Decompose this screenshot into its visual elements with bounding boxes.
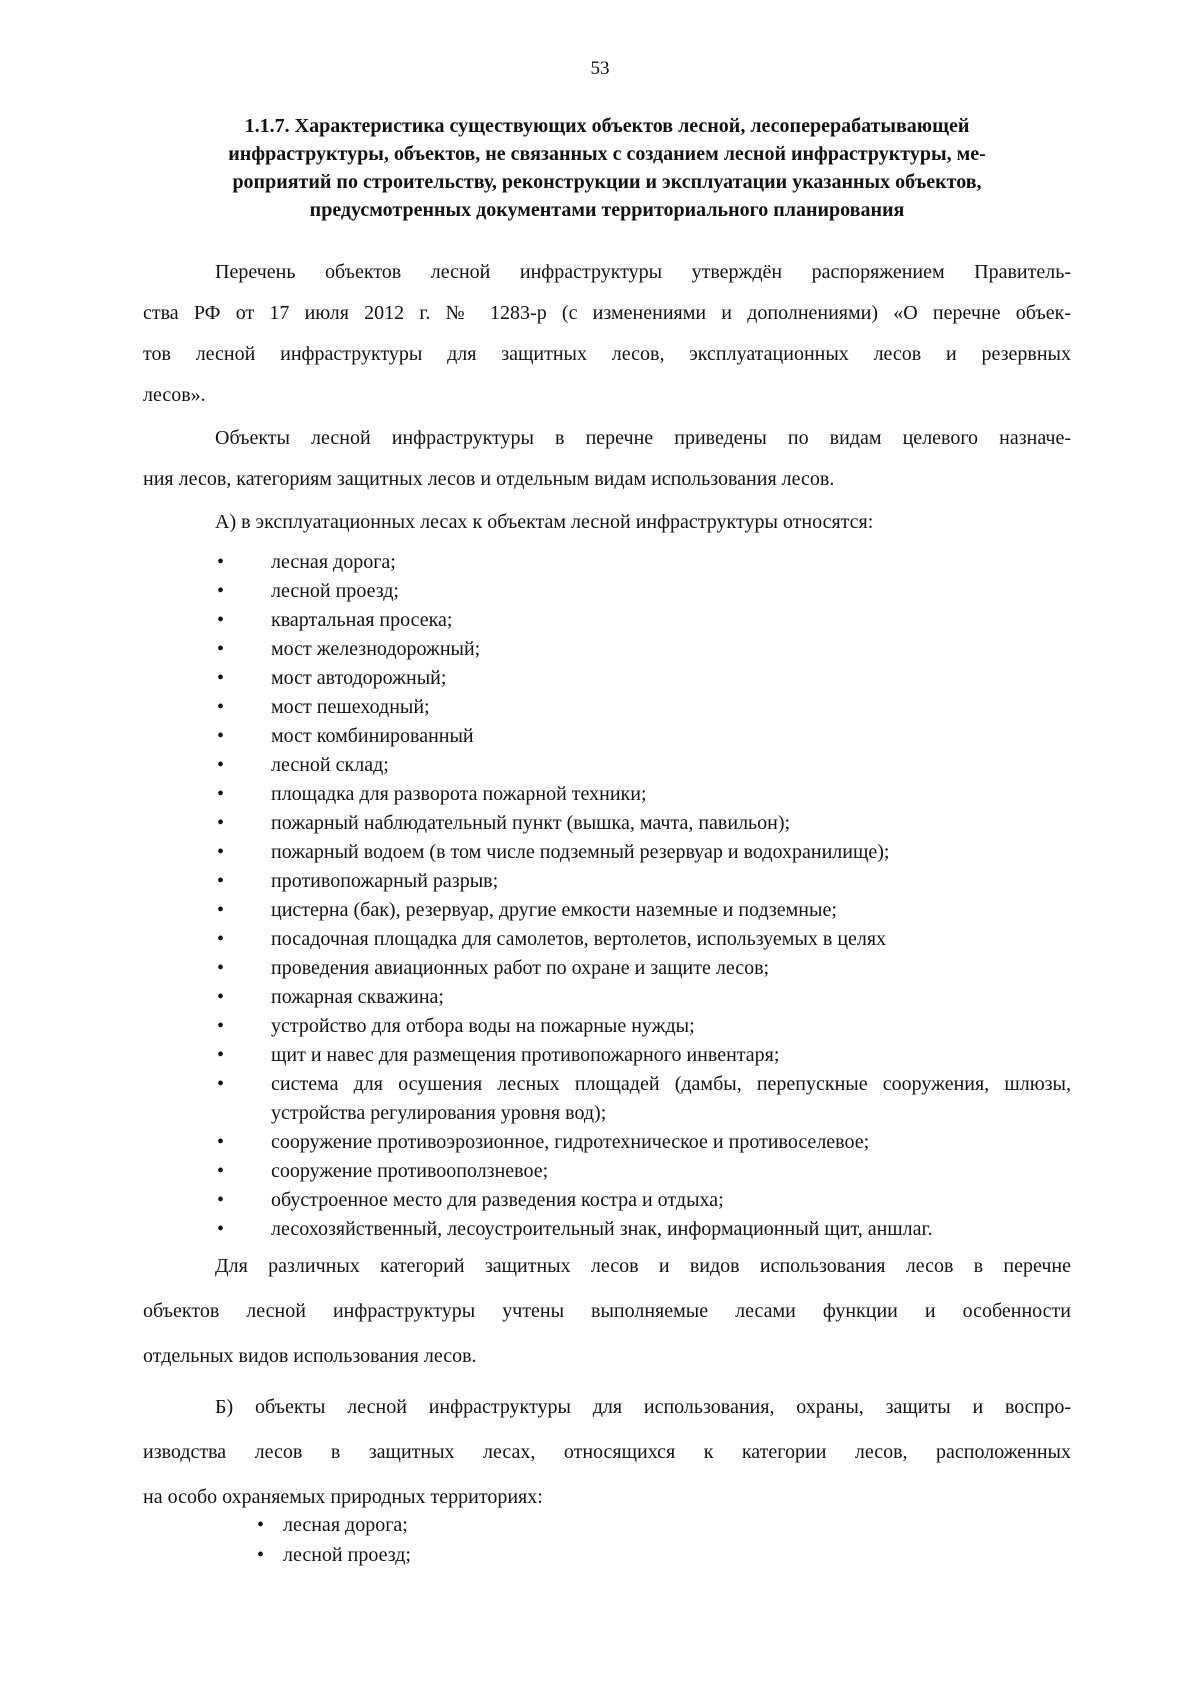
- section-heading: [143, 112, 1071, 224]
- list-item: [143, 1012, 1071, 1041]
- paragraph-list-approval: [143, 252, 1071, 416]
- list-item: [143, 664, 1071, 693]
- list-item: [143, 896, 1071, 925]
- list-item-text: мост пешеходный;: [271, 696, 430, 718]
- list-item-text: цистерна (бак), резервуар, другие емкости наземные и подземные;: [271, 899, 837, 921]
- list-item-text: площадка для разворота пожарной техники;: [271, 783, 647, 805]
- paragraph-line: изводства лесов в защитных лесах, относящихся к категории лесов, расположенных: [143, 1441, 1071, 1463]
- paragraph-section-b: [143, 1385, 1071, 1520]
- heading-line: роприятий по строительству, реконструкции и эксплуатации указанных объектов,: [232, 171, 982, 193]
- list-item: [143, 780, 1071, 809]
- list-item-text: квартальная просека;: [271, 609, 453, 631]
- bullet-icon: •: [217, 1073, 225, 1095]
- list-item: [143, 635, 1071, 664]
- list-item-text: мост автодорожный;: [271, 667, 447, 689]
- list-item-text: щит и навес для размещения противопожарного инвентаря;: [271, 1044, 780, 1066]
- list-item: [143, 838, 1071, 867]
- list-item: [143, 722, 1071, 751]
- list-item: [143, 809, 1071, 838]
- list-item: [143, 867, 1071, 896]
- bullet-icon: •: [217, 667, 225, 689]
- list-item-text: пожарный наблюдательный пункт (вышка, мачта, павильон);: [271, 812, 791, 834]
- list-item-text: лесной проезд;: [283, 1544, 411, 1566]
- paragraph-line: Перечень объектов лесной инфраструктуры утверждён распоряжением Правитель-: [215, 261, 1071, 283]
- list-item: [143, 693, 1071, 722]
- page-number: 53: [590, 58, 610, 79]
- paragraph-line: А) в эксплуатационных лесах к объектам лесной инфраструктуры относятся:: [215, 511, 874, 533]
- list-item-text: лесная дорога;: [283, 1514, 408, 1536]
- paragraph-line: отдельных видов использования лесов.: [143, 1345, 477, 1367]
- paragraph-line: на особо охраняемых природных территориях:: [143, 1486, 543, 1508]
- list-protected-territories: [143, 1510, 1071, 1570]
- bullet-icon: •: [217, 1015, 225, 1037]
- list-item: [143, 577, 1071, 606]
- heading-line: инфраструктуры, объектов, не связанных с созданием лесной инфраструктуры, ме-: [228, 143, 986, 165]
- bullet-icon: •: [217, 725, 225, 747]
- list-item: [143, 751, 1071, 780]
- bullet-icon: •: [217, 1189, 225, 1211]
- paragraph-section-a: [143, 502, 1071, 543]
- list-item-text: лесной проезд;: [271, 580, 399, 602]
- paragraph-line: Б) объекты лесной инфраструктуры для использования, охраны, защиты и воспро-: [215, 1396, 1071, 1418]
- list-item: [143, 925, 1071, 954]
- bullet-icon: •: [217, 580, 225, 602]
- bullet-icon: •: [257, 1514, 265, 1536]
- list-exploitation-forests: [143, 548, 1071, 1244]
- paragraph-line: Объекты лесной инфраструктуры в перечне приведены по видам целевого назначе-: [215, 427, 1071, 449]
- list-item: [143, 1157, 1071, 1186]
- list-item-text: мост железнодорожный;: [271, 638, 481, 660]
- paragraph-line: Для различных категорий защитных лесов и видов использования лесов в перечне: [215, 1255, 1071, 1277]
- bullet-icon: •: [217, 1131, 225, 1153]
- bullet-icon: •: [217, 1218, 225, 1240]
- bullet-icon: •: [217, 870, 225, 892]
- list-item: [143, 1510, 1071, 1540]
- paragraph-line: ния лесов, категориям защитных лесов и отдельным видам использования лесов.: [143, 468, 835, 490]
- list-item: [143, 1540, 1071, 1570]
- list-item-text: сооружение противоэрозионное, гидротехническое и противоселевое;: [271, 1131, 870, 1153]
- list-item: [143, 548, 1071, 577]
- paragraph-list-structure: [143, 418, 1071, 500]
- list-item: [143, 1070, 1071, 1128]
- bullet-icon: •: [217, 638, 225, 660]
- list-item: [143, 1215, 1071, 1244]
- list-item: [143, 606, 1071, 635]
- bullet-icon: •: [217, 986, 225, 1008]
- list-item-text: пожарная скважина;: [271, 986, 444, 1008]
- list-item-text: лесная дорога;: [271, 551, 396, 573]
- bullet-icon: •: [217, 1160, 225, 1182]
- list-item: [143, 1186, 1071, 1215]
- bullet-icon: •: [217, 957, 225, 979]
- paragraph-line: тов лесной инфраструктуры для защитных лесов, эксплуатационных лесов и резервных: [143, 343, 1071, 365]
- list-item: [143, 983, 1071, 1012]
- bullet-icon: •: [217, 1044, 225, 1066]
- bullet-icon: •: [217, 783, 225, 805]
- bullet-icon: •: [217, 841, 225, 863]
- heading-line: 1.1.7. Характеристика существующих объектов лесной, лесоперерабатывающей: [244, 115, 970, 137]
- list-item-text: система для осушения лесных площадей (дамбы, перепускные сооружения, шлюзы, устройства регулирования уровня вод);: [271, 1073, 1071, 1124]
- list-item-text: сооружение противооползневое;: [271, 1160, 549, 1182]
- bullet-icon: •: [217, 812, 225, 834]
- heading-line: предусмотренных документами территориального планирования: [309, 199, 905, 221]
- list-item: [143, 1041, 1071, 1070]
- paragraph-line: объектов лесной инфраструктуры учтены выполняемые лесами функции и особенности: [143, 1300, 1071, 1322]
- paragraph-categories: [143, 1244, 1071, 1379]
- list-item-text: посадочная площадка для самолетов, вертолетов, используемых в целях: [271, 928, 887, 950]
- list-item-text: лесохозяйственный, лесоустроительный знак, информационный щит, аншлаг.: [271, 1218, 933, 1240]
- bullet-icon: •: [257, 1544, 265, 1566]
- paragraph-line: ства РФ от 17 июля 2012 г. № 1283-р (с изменениями и дополнениями) «О перечне объек-: [143, 302, 1071, 324]
- list-item-text: устройство для отбора воды на пожарные нужды;: [271, 1015, 695, 1037]
- paragraph-line: лесов».: [143, 384, 206, 406]
- bullet-icon: •: [217, 609, 225, 631]
- list-item: [143, 954, 1071, 983]
- list-item-text: мост комбинированный: [271, 725, 474, 747]
- bullet-icon: •: [217, 754, 225, 776]
- bullet-icon: •: [217, 696, 225, 718]
- bullet-icon: •: [217, 899, 225, 921]
- bullet-icon: •: [217, 551, 225, 573]
- list-item-text: лесной склад;: [271, 754, 389, 776]
- bullet-icon: •: [217, 928, 225, 950]
- list-item-text: обустроенное место для разведения костра и отдыха;: [271, 1189, 724, 1211]
- list-item: [143, 1128, 1071, 1157]
- list-item-text: пожарный водоем (в том числе подземный резервуар и водохранилище);: [271, 841, 890, 863]
- list-item-text: противопожарный разрыв;: [271, 870, 499, 892]
- list-item-text: проведения авиационных работ по охране и защите лесов;: [271, 957, 770, 979]
